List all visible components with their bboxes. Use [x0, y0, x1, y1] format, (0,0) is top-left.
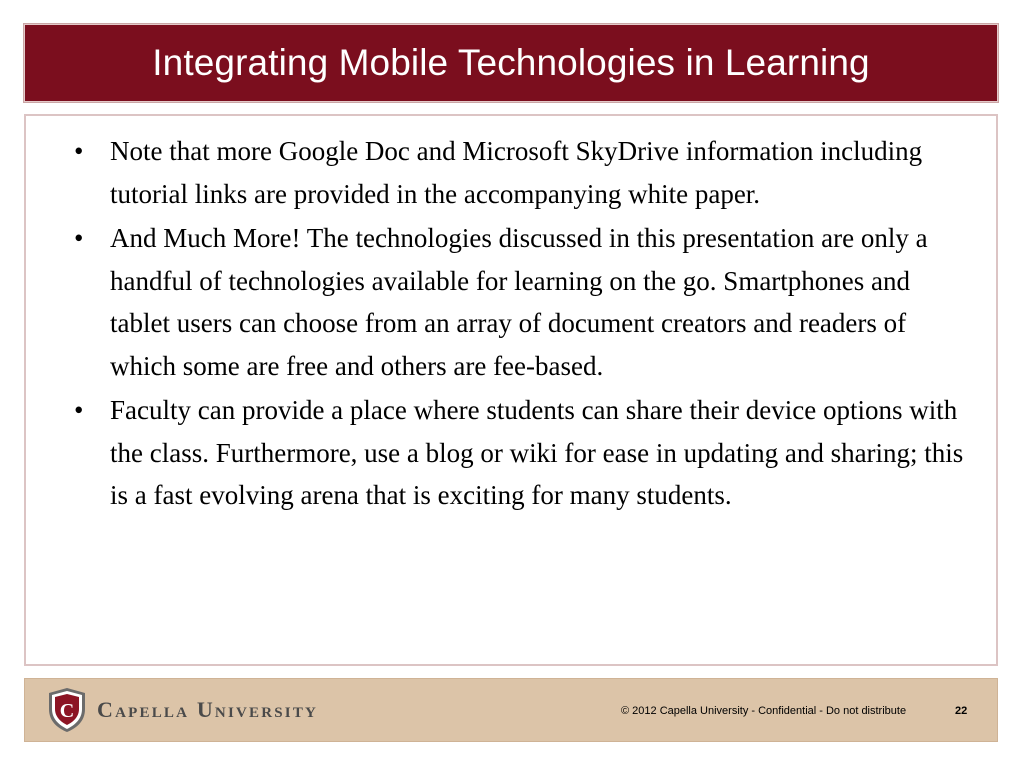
bullet-text: Faculty can provide a place where students can share their device options with the class. Furthermore, use a blog or wiki for ease in updating and sharing; this is a fast evolving arena that is exciting for many students.	[110, 395, 964, 510]
capella-shield-icon	[47, 687, 87, 733]
copyright-notice: © 2012 Capella University - Confidential - Do not distribute	[621, 705, 907, 717]
bullet-text: Note that more Google Doc and Microsoft SkyDrive information including tutorial links are provided in the accompanying white paper.	[110, 136, 923, 209]
bullet-marker: •	[74, 136, 84, 166]
university-wordmark: Capella University	[97, 697, 319, 722]
slide-title: Integrating Mobile Technologies in Learning	[152, 42, 870, 83]
capella-logo	[47, 687, 318, 733]
page-number: 22	[955, 705, 968, 717]
bullet-list	[74, 130, 964, 519]
bullet-marker: •	[74, 395, 84, 425]
bullet-item	[74, 389, 964, 517]
bullet-text: And Much More! The technologies discussed in this presentation are only a handful of technologies available for learning on the go. Smartphones and tablet users can choose from an array of document creators and readers of which some are free and others are fee-based.	[110, 223, 928, 381]
shield-letter: C	[59, 700, 75, 722]
title-bar	[24, 24, 998, 102]
content-area	[24, 114, 998, 666]
bullet-marker: •	[74, 223, 84, 253]
footer-bar	[24, 678, 998, 742]
bullet-item	[74, 217, 964, 387]
bullet-item	[74, 130, 964, 215]
